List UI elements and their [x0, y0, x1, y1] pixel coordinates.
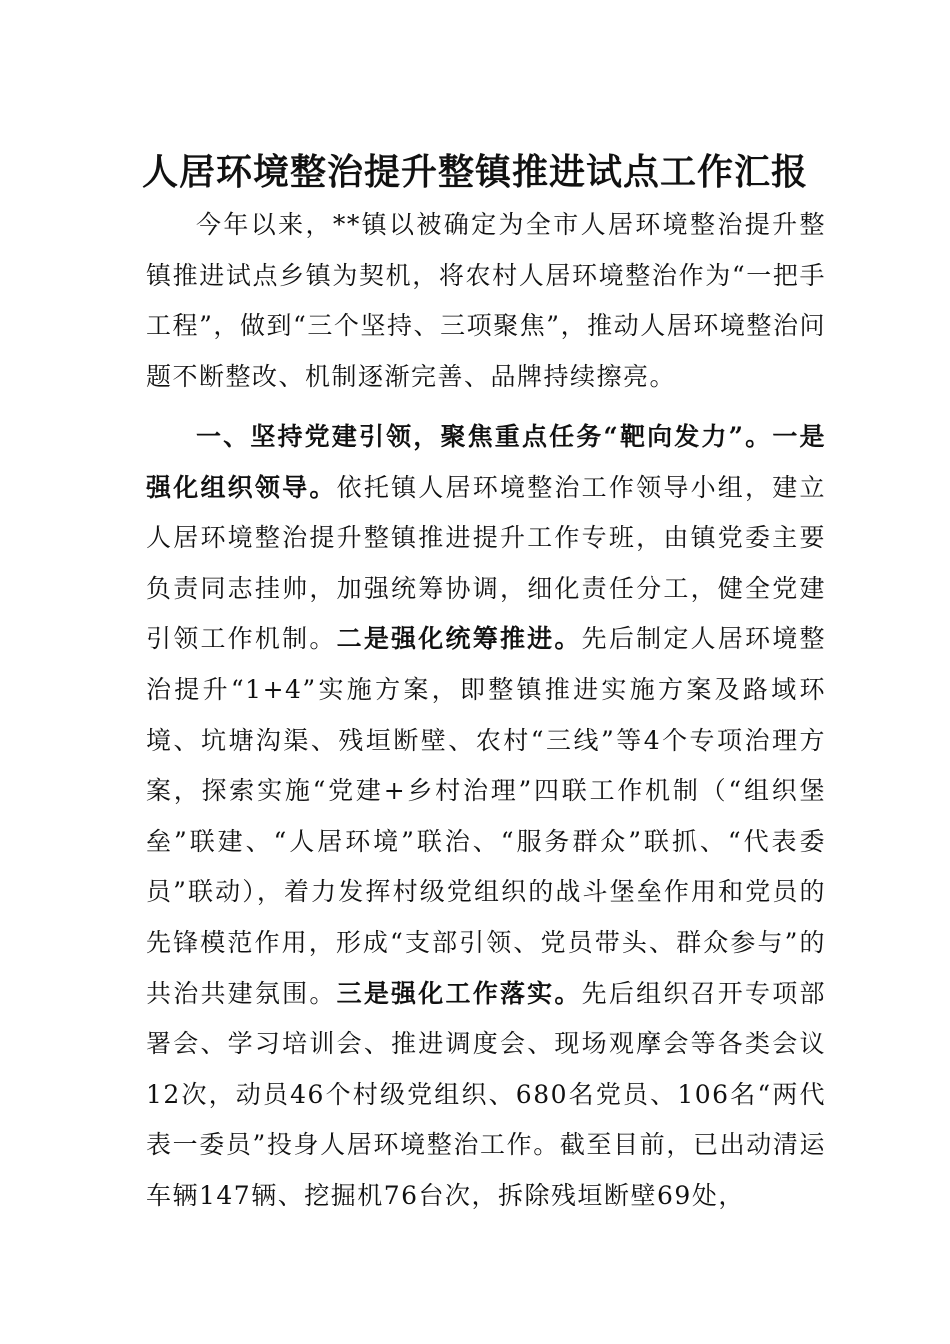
item-2-text: 先后制定人居环境整治提升“1+4”实施方案，即整镇推进实施方案及路域环境、坑塘沟渠、残垣断壁、农村“三线”等4个专项治理方案，探索实施“党建+乡村治理”四联工作机制（“组织堡垒”联建、“人居环境”联治、“服务群众”联抓、“代表委员”联动），着力发挥村级党组织的战斗堡垒作用和党员的先锋模范作用，形成“支部引领、党员带头、群众参与”的共治共建氛围。 — [146, 624, 826, 1008]
item-2-label: 二是强化统筹推进。 — [336, 624, 582, 654]
document-title: 人居环境整治提升整镇推进试点工作汇报 — [141, 151, 808, 194]
intro-paragraph: 今年以来，**镇以被确定为全市人居环境整治提升整镇推进试点乡镇为契机，将农村人居环境整治作为“一把手工程”，做到“三个坚持、三项聚焦”，推动人居环境整治问题不断整改、机制逐渐完善、品牌持续擦亮。 — [146, 210, 826, 391]
section-1-paragraph — [146, 412, 826, 1222]
section-1-heading: 一、坚持党建引领，聚焦重点任务“靶向发力”。 — [196, 422, 773, 451]
item-3-text: 先后组织召开专项部署会、学习培训会、推进调度会、现场观摩会等各类会议12次，动员46个村级党组织、680名党员、106名“两代表一委员”投身人居环境整治工作。截至目前，已出动清运车辆147辆、挖掘机76台次，拆除残垣断壁69处， — [146, 978, 826, 1210]
item-1-label: 一是强化组织领导。 — [146, 422, 826, 502]
item-1-text: 依托镇人居环境整治工作领导小组，建立人居环境整治提升整镇推进提升工作专班，由镇党委主要负责同志挂帅，加强统筹协调，细化责任分工，健全党建引领工作机制。 — [146, 472, 826, 654]
item-3-label: 三是强化工作落实。 — [336, 978, 582, 1008]
